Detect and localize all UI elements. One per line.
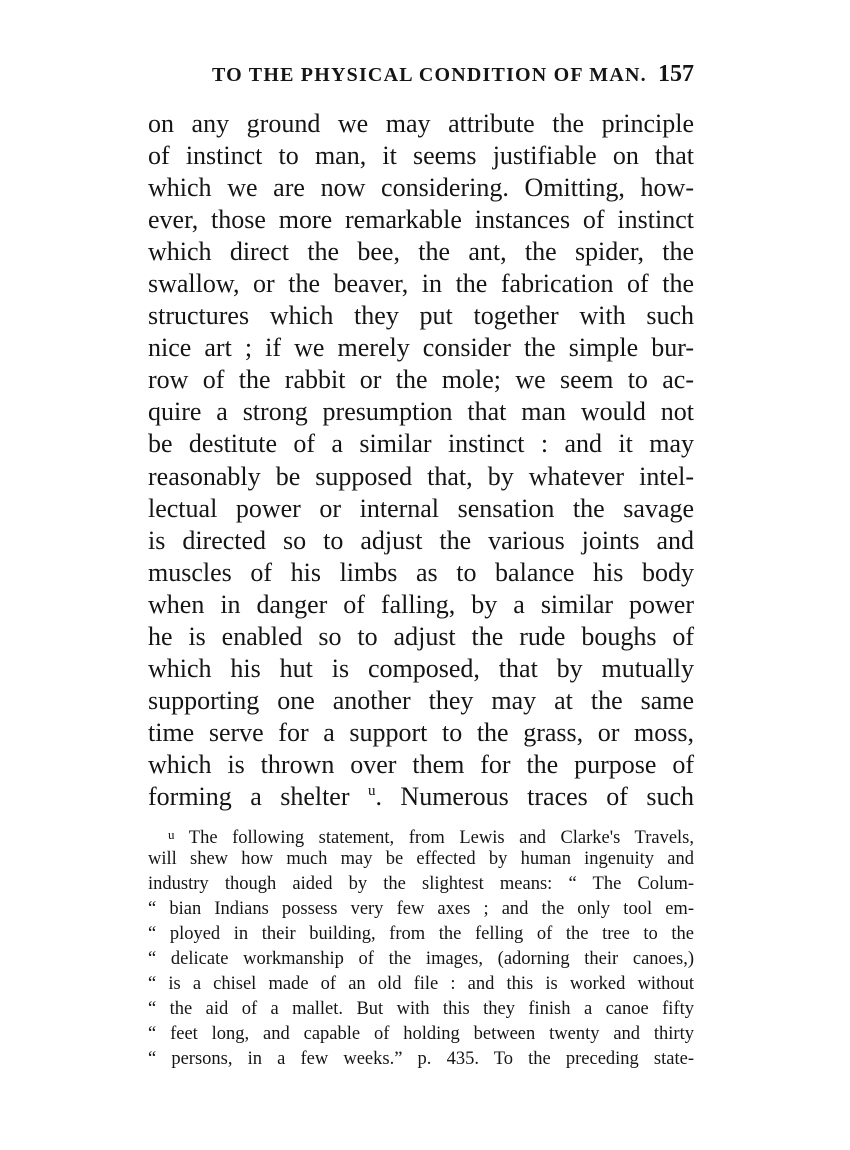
footnote-line: “ bian Indians possess very few axes ; and the only tool em- xyxy=(148,899,694,919)
body-line: which his hut is composed, that by mutually xyxy=(148,653,694,683)
footnote-line: industry though aided by the slightest means: “ The Colum- xyxy=(148,874,694,894)
body-line: which we are now considering. Omitting, how- xyxy=(148,173,694,203)
body-line: which is thrown over them for the purpose of xyxy=(148,749,694,779)
footnote-marker: u xyxy=(168,827,175,842)
body-line: row of the rabbit or the mole; we seem to ac- xyxy=(148,365,694,395)
footnote xyxy=(148,822,694,1072)
body-line: quire a strong presumption that man would not xyxy=(148,397,694,427)
body-line: he is enabled so to adjust the rude boughs of xyxy=(148,621,694,651)
body-line: reasonably be supposed that, by whatever intel- xyxy=(148,461,694,491)
body-line: which direct the bee, the ant, the spider, the xyxy=(148,237,694,267)
body-line-last-before: forming a shelter xyxy=(148,781,350,811)
footnote-line: “ delicate workmanship of the images, (adorning their canoes,) xyxy=(148,949,694,969)
body-line: nice art ; if we merely consider the simple bur- xyxy=(148,333,694,363)
body-line: on any ground we may attribute the principle xyxy=(148,109,694,138)
body-line: when in danger of falling, by a similar power xyxy=(148,589,694,619)
body-line: swallow, or the beaver, in the fabrication of the xyxy=(148,269,694,299)
body-text xyxy=(148,108,694,813)
footnote-reference-u: u xyxy=(367,782,376,799)
running-title: TO THE PHYSICAL CONDITION OF MAN. xyxy=(212,64,647,86)
footnote-line: “ the aid of a mallet. But with this they finish a canoe fifty xyxy=(148,999,694,1019)
body-line: is directed so to adjust the various joints and xyxy=(148,525,694,555)
body-line: time serve for a support to the grass, or moss, xyxy=(148,717,694,747)
body-line: ever, those more remarkable instances of instinct xyxy=(148,205,694,235)
body-line: structures which they put together with such xyxy=(148,301,694,331)
running-head xyxy=(148,60,694,96)
body-line: be destitute of a similar instinct : and it may xyxy=(148,429,694,459)
body-line-last-after: . Numerous traces of such xyxy=(375,781,695,811)
footnote-line-first xyxy=(148,822,694,847)
footnote-line: “ ployed in their building, from the felling of the tree to the xyxy=(148,924,694,944)
body-line: supporting one another they may at the same xyxy=(148,685,694,715)
footnote-line: “ feet long, and capable of holding between twenty and thirty xyxy=(148,1024,694,1044)
footnote-line: will shew how much may be effected by human ingenuity and xyxy=(148,849,694,869)
footnote-line: “ is a chisel made of an old file : and this is worked without xyxy=(148,974,694,994)
body-line-last xyxy=(148,781,694,813)
page-number: 157 xyxy=(658,61,694,87)
footnote-first-text: The following statement, from Lewis and Clarke's Travels, xyxy=(188,828,694,848)
body-line: lectual power or internal sensation the savage xyxy=(148,493,694,523)
footnote-line: “ persons, in a few weeks.” p. 435. To the preceding state- xyxy=(148,1049,694,1069)
body-line: of instinct to man, it seems justifiable on that xyxy=(148,141,694,171)
body-line: muscles of his limbs as to balance his body xyxy=(148,557,694,587)
